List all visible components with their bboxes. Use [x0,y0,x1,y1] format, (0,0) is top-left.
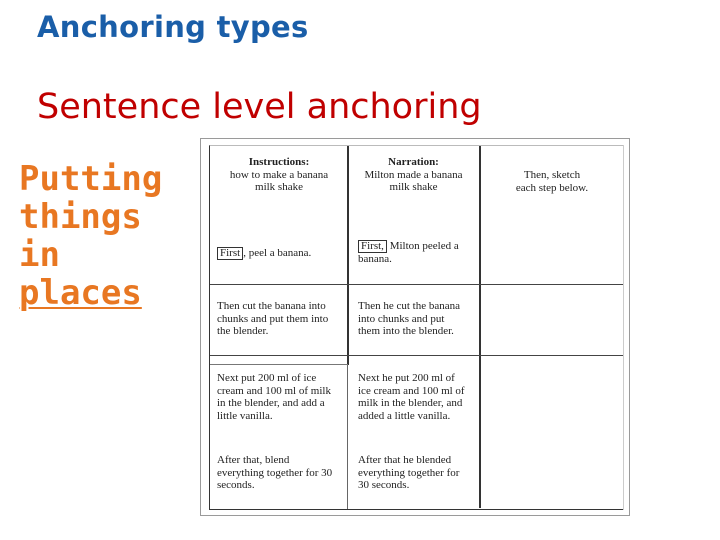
narration-text: Milton peeled a [386,240,459,252]
column-divider [347,365,348,509]
narration-text: Next he put 200 ml of [358,372,455,384]
side-caption-line: places [19,273,142,313]
instruction-cell [217,247,345,260]
worksheet-edge [623,145,624,510]
anchor-word: First, [358,240,387,253]
header-text: how to make a banana [229,168,329,181]
header-instructions [210,156,348,194]
narration-text: them into the blender. [358,325,454,337]
narration-text: milk in the blender, and [358,397,463,409]
instruction-text: cream and 100 ml of milk [217,384,331,397]
header-label: Narration: [388,156,439,168]
side-caption-line: Putting [19,159,163,199]
narration-cell [358,454,478,492]
narration-text: added a little vanilla. [358,409,451,422]
instruction-text: Then cut the banana into [217,300,326,312]
instruction-cell [217,454,345,492]
header-sketch [480,169,624,194]
worksheet-table [209,145,623,510]
instruction-text: , peel a banana. [243,247,312,259]
header-label: Instructions: [248,156,310,168]
instruction-text: Next put 200 ml of ice [217,372,317,384]
slide-subtitle: Sentence level anchoring [37,87,482,127]
instruction-text: everything together for 30 [217,466,333,479]
slide-title: Anchoring types [37,10,309,44]
narration-text: banana. [358,253,392,265]
header-narration [348,156,479,194]
instruction-text: the blender. [217,325,269,337]
row-divider [210,364,348,365]
instruction-cell [217,372,345,422]
instruction-text: seconds. [217,479,255,491]
column-divider [479,146,481,508]
narration-cell [358,300,478,338]
header-text: milk shake [389,181,438,193]
header-text: Then, sketch [523,169,581,181]
instruction-text: After that, blend [217,454,290,466]
narration-cell [358,240,478,266]
narration-text: into chunks and put [358,312,445,325]
header-text: milk shake [255,181,303,193]
narration-cell [358,372,478,422]
narration-text: everything together for [358,466,460,479]
anchor-word: First [217,247,243,260]
row-divider [210,284,624,285]
header-text: each step below. [515,181,589,194]
narration-text: 30 seconds. [358,479,410,491]
narration-text: After that he blended [358,454,452,466]
instruction-cell [217,300,345,338]
worksheet-image [200,138,630,516]
side-caption-line: things [19,197,142,237]
instruction-text: in the blender, and add a [217,397,325,409]
side-caption-line: in [19,235,60,275]
instruction-text: chunks and put them into [217,312,329,325]
narration-text: ice cream and 100 ml of [358,384,465,397]
header-text: Milton made a banana [364,168,463,181]
row-divider [210,355,624,356]
side-caption [19,160,189,312]
instruction-text: little vanilla. [217,409,273,422]
narration-text: Then he cut the banana [358,300,461,312]
